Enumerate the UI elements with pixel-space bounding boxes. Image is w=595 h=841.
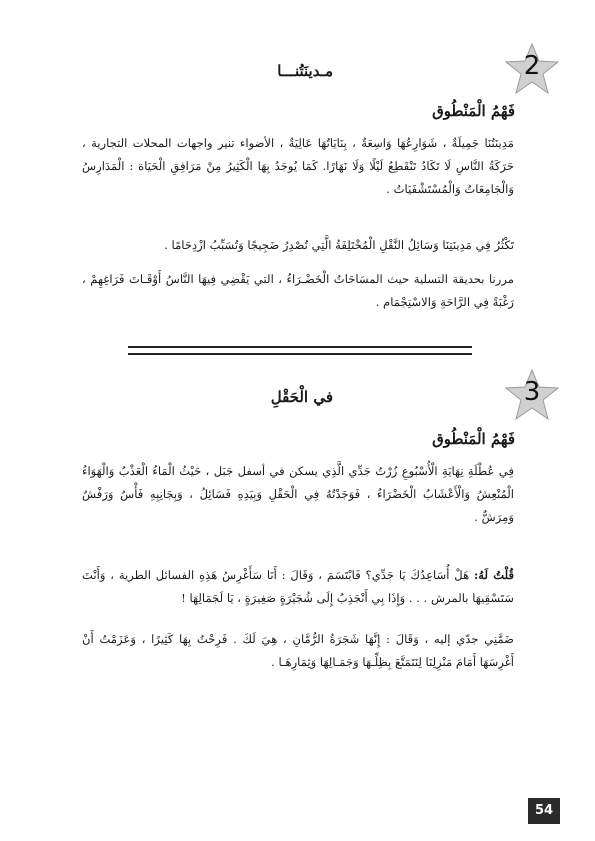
paragraph: مررنا بحديقة التسلية حيث المسَاحَاتُ الْخَضْـرَاءُ ، التي يَقْضِي فِيهَا النَّاسُ أَوْقَـاتَ فَرَاغِهِمْ ، رَغْبَةً فِي الرَّاحَةِ وَالاسْتِجْمَام . [82, 272, 514, 309]
paragraph: مَدِينَتُنَا جَمِيلَةٌ ، شَوَارِعُهَا وَاسِعَةٌ ، بِنَايَاتُهَا عَالِيَةٌ ، الأضواء تنير واجهات المحلات التجارية ، حَرَكَةُ النَّاسِ لَا تَكَادُ تَنْقَطِعُ لَيْلًا وَلَا نَهَارًا. كَمَا يُوجَدُ بِهَا الْكَثِيرُ مِنْ مَرَافِقِ الْحَيَاة : الْمَدَارِسُ وَالْجَامِعَاتُ وَالْمُسْتَشْفَيَاتُ . [82, 136, 514, 196]
paragraph: تَكْثُرُ فِي مَدِينَتِنَا وَسَائِلُ النَّقْلِ الْمُخْتَلِفَةُ الَّتِي تُصْدِرُ ضَجِيجًا وَتُسَبِّبُ ازْدِحَامًا . [164, 238, 514, 252]
section-heading: فَهْمُ الْمَنْطُوق [432, 102, 515, 120]
section-heading: فَهْمُ الْمَنْطُوق [432, 430, 515, 448]
section-number: 2 [523, 51, 541, 81]
page-number: 54 [528, 798, 560, 824]
section-number-badge [504, 42, 560, 98]
dialogue-lead: قُلْتُ لَهُ: [474, 568, 514, 582]
section-number-badge [504, 368, 560, 424]
dialogue-text: هَلْ أُسَاعِدُكَ يَا جَدِّي؟ فَابْتَسَمَ ، وَقَالَ : أَنَا سَأَغْرِسُ هَذِهِ الفسائل الطرية ، وَأَنْتَ سَتَسْقِيهَا بالمرش . . . وَإِذَا بِي أَنْجَذِبُ إِلَى شُجَيْرَةٍ صَغِيرَةٍ ، يَا لَجَمَالِهَا ! [82, 568, 514, 605]
paragraph [82, 564, 514, 610]
lesson-title: مـدينَتُنـــا [277, 62, 333, 80]
paragraph: فِي عُطْلَةِ نِهَايَةِ الْأُسْبُوعِ زُرْتُ جَدِّي الَّذِي يسكن في أسفل جَبَل ، حَيْثُ الْمَاءُ الْعَذْبُ وَالْهَوَاءُ الْمُنْعِشُ وَالْأَعْشَابُ الْخَضْرَاءُ ، فَوَجَدْتُهُ فِي الْحَقْلِ وَبِيَدِهِ فَسَائِلُ ، وَبِجَانِبِهِ فَأْسٌ وَرَفْشٌ وَمِرَشٌّ . [82, 464, 514, 524]
paragraph: ضَمَّنِي جدّي إليه ، وَقَالَ : إِنَّهَا شَجَرَةُ الرُّمَّانِ ، هِيَ لَكَ . فَرِحْتُ بِهَا كَثِيرًا ، وَعَزَمْتُ أَنْ أَغْرِسَهَا أَمَامَ مَنْزِلِنَا لِنَتَمَتَّعَ بِظِلِّـهَا وَجَمَـالِهَا وَثِمَارِهَـا . [82, 632, 514, 669]
lesson-title: في الْحَقْلِ [270, 388, 333, 406]
section-number: 3 [523, 377, 541, 407]
section-divider [128, 346, 472, 355]
